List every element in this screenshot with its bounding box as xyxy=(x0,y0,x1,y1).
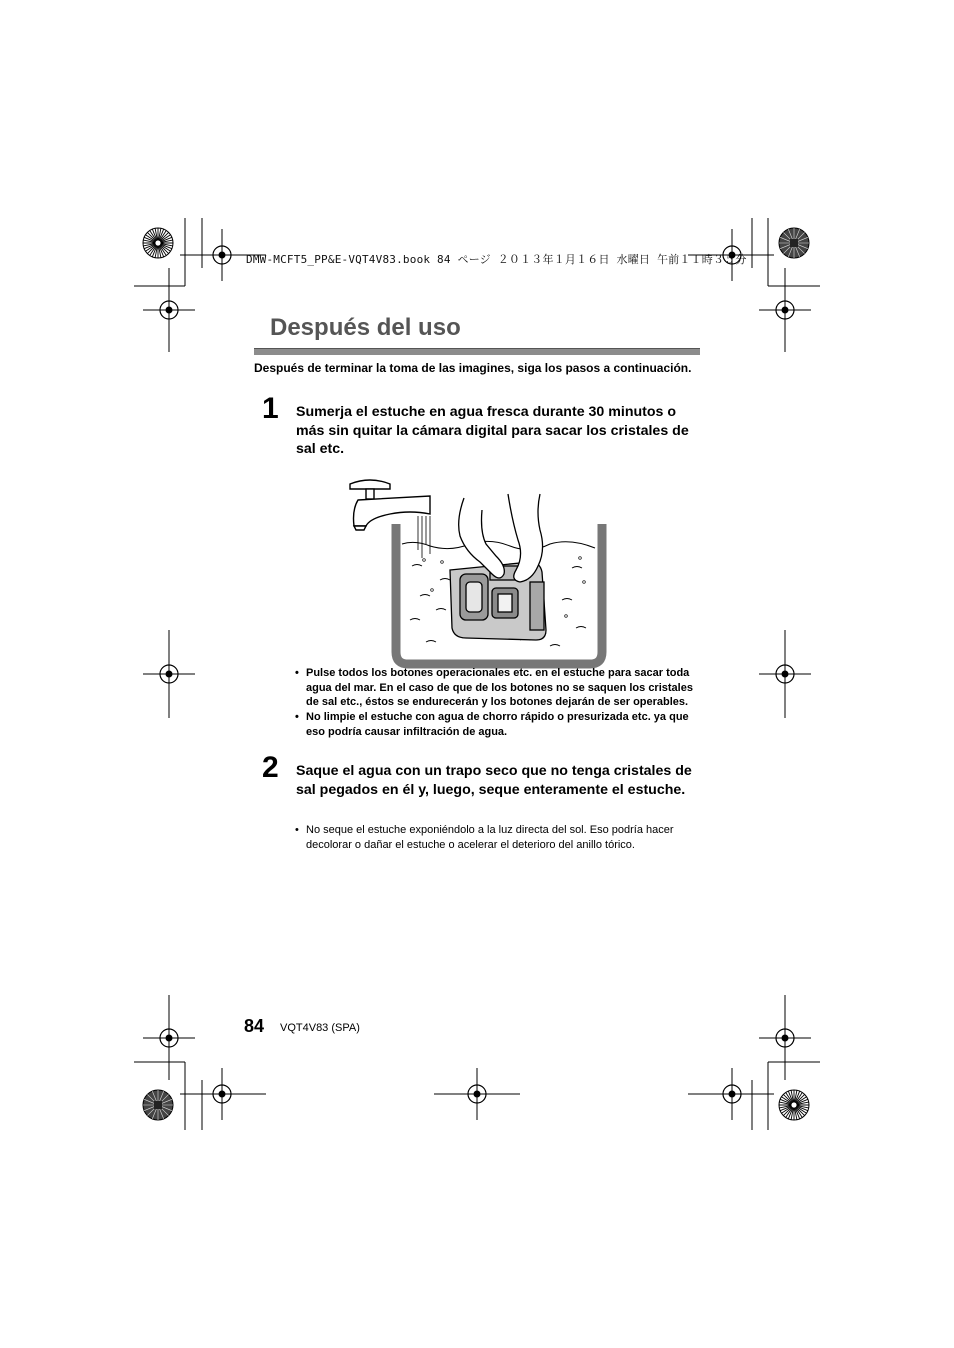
page-title: Después del uso xyxy=(270,314,461,341)
step-1-number: 1 xyxy=(262,392,279,425)
list-item xyxy=(295,710,699,739)
step-2-bullet-list xyxy=(295,823,701,852)
bullet-icon: • xyxy=(295,667,299,679)
list-item xyxy=(295,666,699,710)
bullet-icon: • xyxy=(295,824,299,836)
title-underline-bar xyxy=(254,348,700,355)
bullet-text: Pulse todos los botones operacionales etc. en el estuche para sacar toda agua del mar. En el caso de que de los botones no se saquen los cristales de sal etc., éstos se endurecerán y los botones dejarán de ser operables. xyxy=(306,667,693,709)
print-header-line: DMW-MCFT5_PP&E-VQT4V83.book 84 ページ ２０１３年１月１６日 水曜日 午前１１時３５分 xyxy=(246,253,747,266)
step-1-bullet-list xyxy=(295,666,699,740)
intro-paragraph: Después de terminar la toma de las imagines, siga los pasos a continuación. xyxy=(254,361,692,375)
list-item xyxy=(295,823,701,852)
bullet-icon: • xyxy=(295,711,299,724)
bullet-text: No limpie el estuche con agua de chorro rápido o presurizada etc. ya que eso podría causar infiltración de agua. xyxy=(306,711,689,738)
document-code: VQT4V83 (SPA) xyxy=(280,1022,360,1034)
step-1-text: Sumerja el estuche en agua fresca durante 30 minutos o más sin quitar la cámara digital para sacar los cristales de sal etc. xyxy=(296,404,689,457)
step-2-text: Saque el agua con un trapo seco que no tenga cristales de sal pegados en él y, luego, seque enteramente el estuche. xyxy=(296,763,692,798)
washing-case-illustration xyxy=(340,470,620,670)
step-2-number: 2 xyxy=(262,751,279,784)
bullet-text: No seque el estuche exponiéndolo a la luz directa del sol. Eso podría hacer decolorar o dañar el estuche o acelerar el deterioro del anillo tórico. xyxy=(306,824,674,851)
page-number: 84 xyxy=(244,1016,265,1036)
